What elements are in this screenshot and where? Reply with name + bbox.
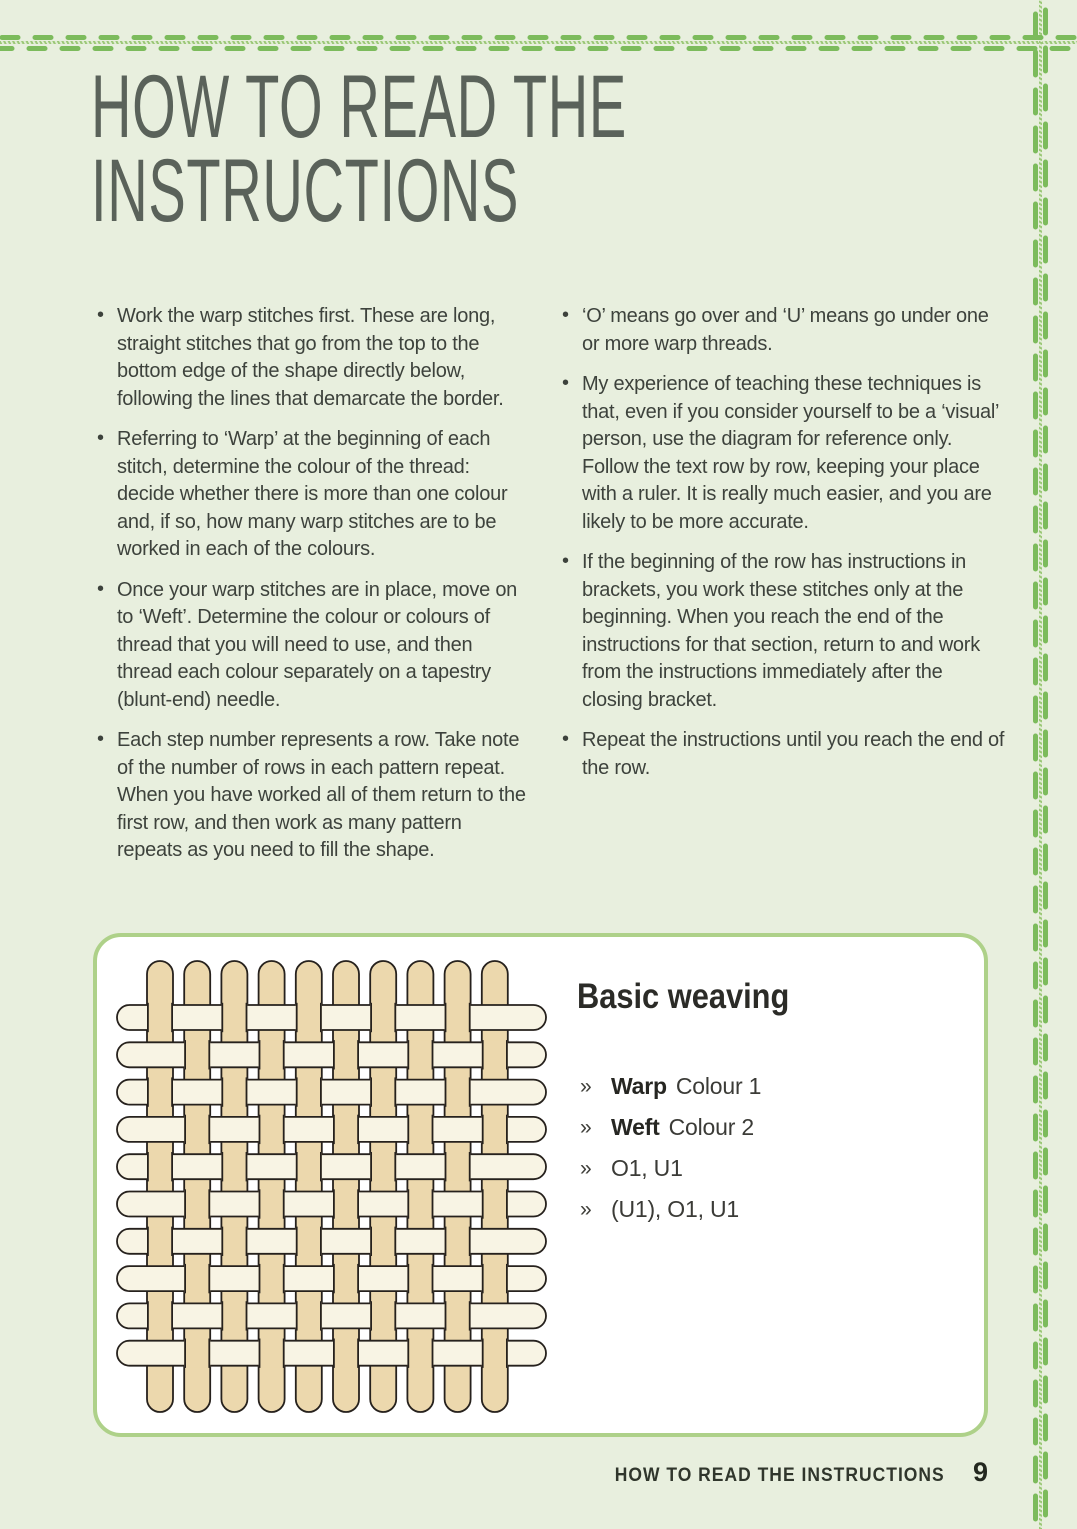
bullet-item: • Repeat the instructions until you reach the end of the row. [561,727,1005,782]
item-text: O1, U1 [611,1155,683,1181]
panel-list-item [580,1073,761,1099]
guillemet-marker: » [580,1075,592,1098]
item-text: Colour 2 [668,1114,754,1140]
bullet-item: • ‘O’ means go over and ‘U’ means go under one or more warp threads. [561,303,1005,358]
guillemet-marker: » [580,1116,592,1139]
page-title-line2: INSTRUCTIONS [91,140,520,240]
panel-instruction-list [580,1073,761,1237]
panel-title: Basic weaving [577,977,790,1016]
panel-list-item [580,1196,761,1222]
stitch-cord-right [1039,0,1043,1529]
bullet-item: • Each step number represents a row. Take note of the number of rows in each pattern repeat. When you have worked all of them return to the first row, and then work as many pattern repeats as you need to fill the shape. [96,727,526,865]
bullet-item: • Work the warp stitches first. These are long, straight stitches that go from the top to the bottom edge of the shape directly below, following the lines that demarcate the border. [96,303,526,413]
item-lead: Weft [611,1114,660,1140]
item-lead: Warp [611,1073,667,1099]
bullet-item: • Referring to ‘Warp’ at the beginning of each stitch, determine the colour of the thread: decide whether there is more than one colour and, if so, how many warp stitches are to be worked in each of the colours. [96,426,526,564]
bullet-column-right [561,303,1005,795]
footer [586,1457,988,1488]
page-title-line1: HOW TO READ THE [91,56,627,156]
guillemet-marker: » [580,1198,592,1221]
bullet-item: • If the beginning of the row has instructions in brackets, you work these stitches only at the beginning. When you reach the end of the instructions for that section, return to and work from the instructions immediately after the closing bracket. [561,549,1005,714]
panel-list-item [580,1114,761,1140]
page-number: 9 [972,1457,988,1487]
bullet-column-left [96,303,526,878]
bullet-item: • Once your warp stitches are in place, move on to ‘Weft’. Determine the colour or colours of thread that you will need to use, and then thread each colour separately on a tapestry (blunt-end) needle. [96,577,526,715]
item-text: Colour 1 [675,1073,762,1099]
bullet-item: • My experience of teaching these techniques is that, even if you consider yourself to be a ‘visual’ person, use the diagram for reference only. Follow the text row by row, keeping your place with a ruler. It is really much easier, and you are likely to be more accurate. [561,371,1005,536]
guillemet-marker: » [580,1157,592,1180]
item-text: (U1), O1, U1 [611,1196,739,1222]
basic-weaving-panel [93,933,988,1437]
page-title [91,56,942,240]
stitch-cord-top [0,41,1077,45]
running-footer-label: HOW TO READ THE INSTRUCTIONS [614,1465,945,1486]
panel-list-item [580,1155,761,1181]
weave-diagram [116,960,548,1417]
